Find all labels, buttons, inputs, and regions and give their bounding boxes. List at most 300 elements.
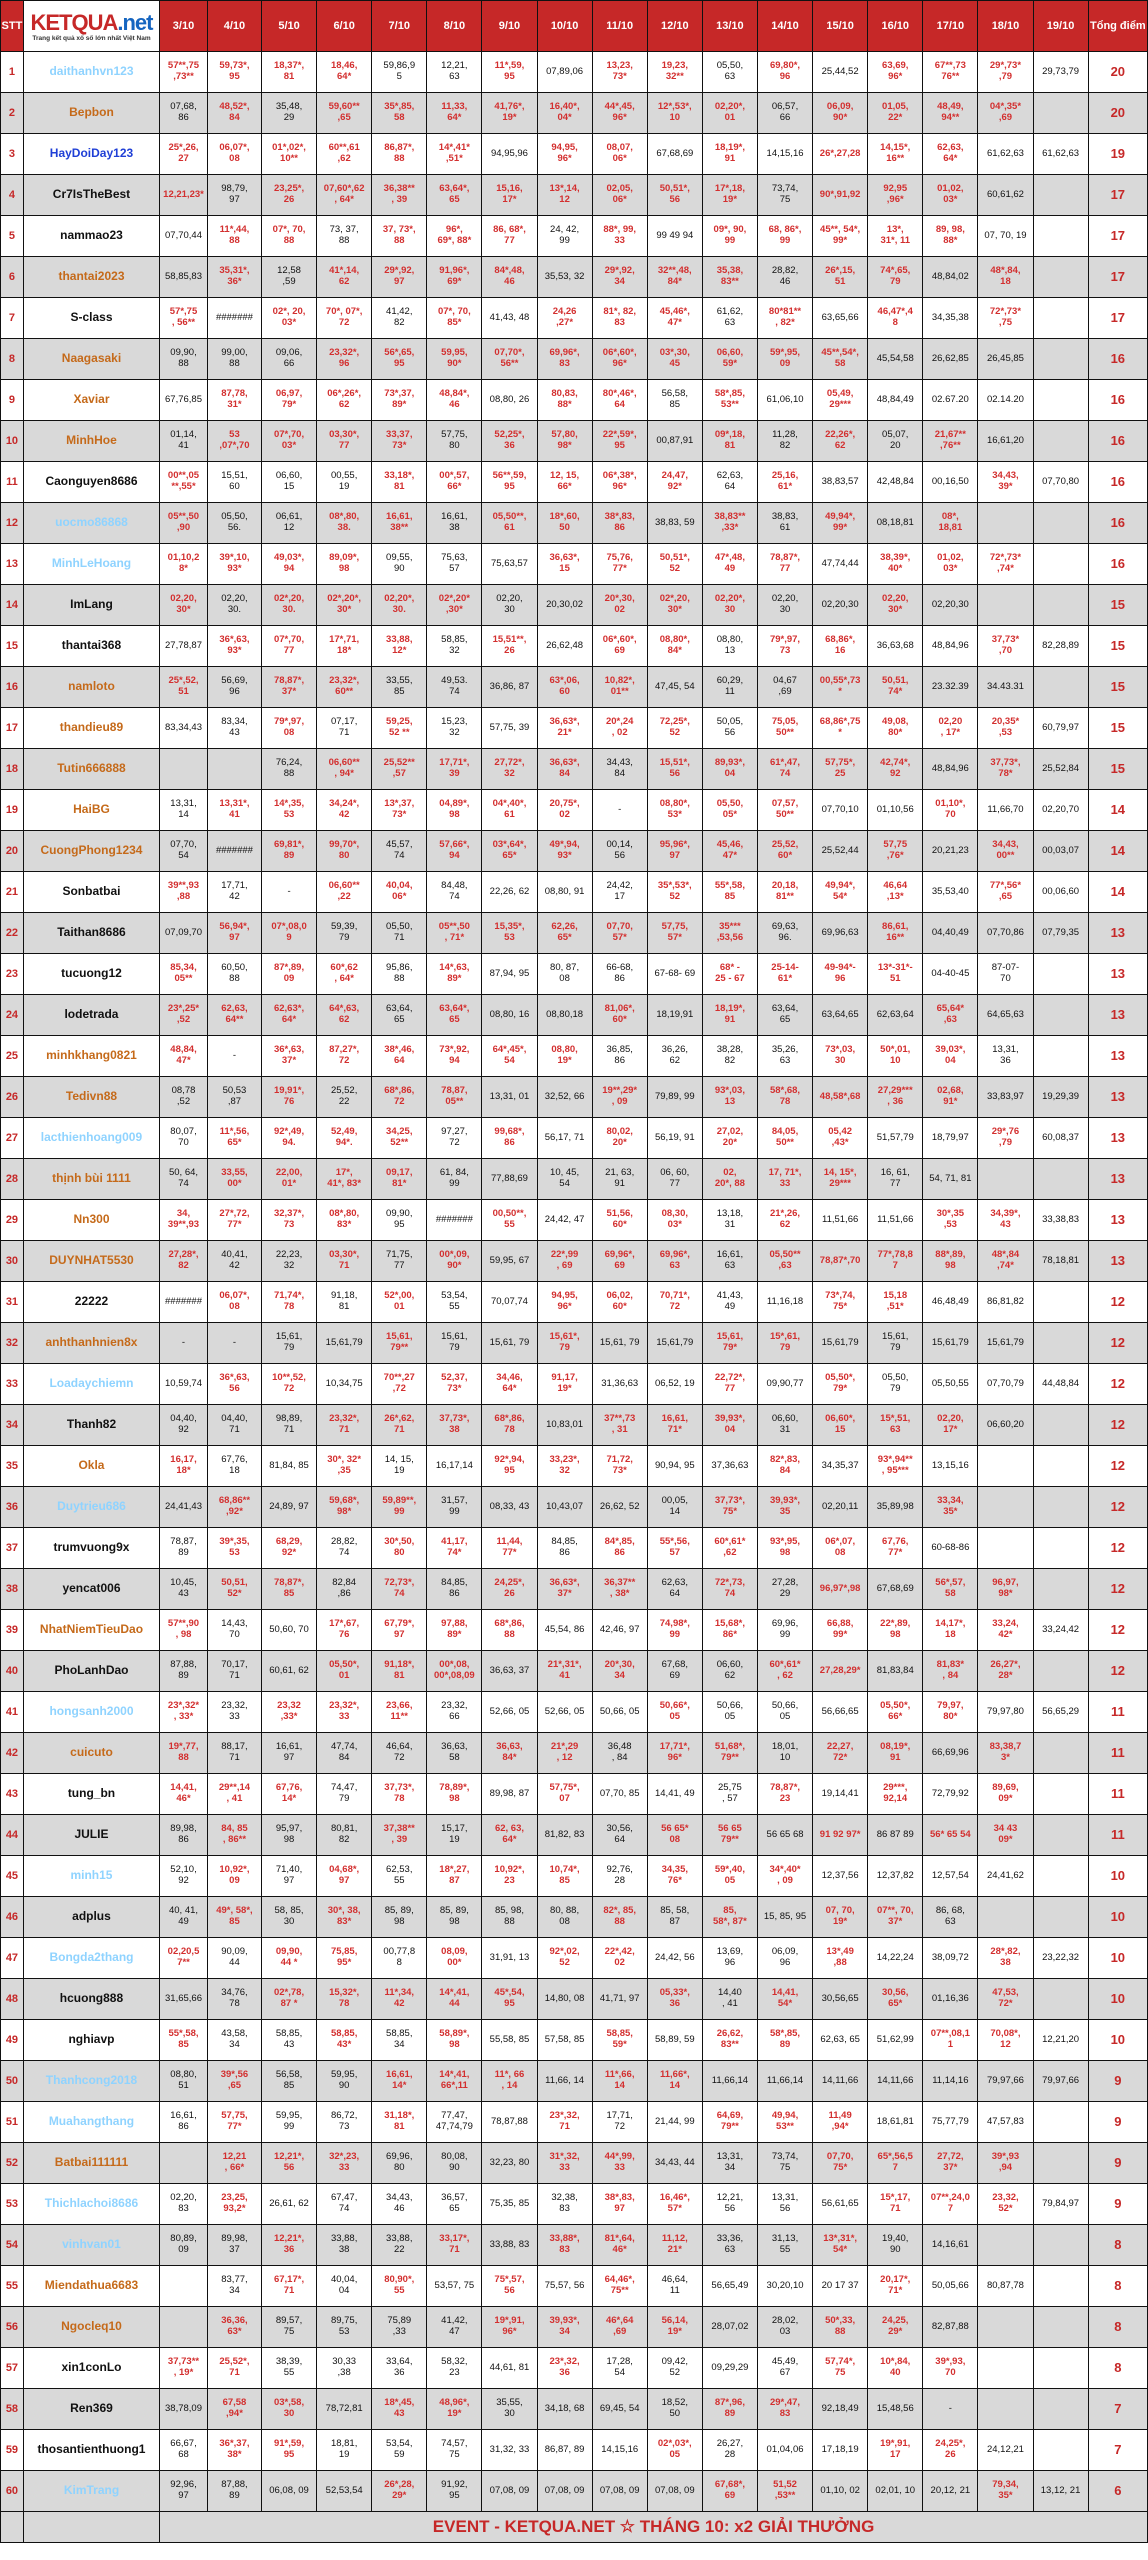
rank-number: 39 (1, 1610, 24, 1651)
prediction-value: 99,00, 88 (221, 347, 248, 369)
prediction-cell (160, 1938, 208, 1979)
player-name[interactable]: 22222 (23, 1282, 159, 1323)
prediction-value: 95,96*, 97 (659, 839, 690, 861)
prediction-cell (923, 2471, 978, 2512)
prediction-cell (702, 954, 757, 995)
prediction-value: 08,80, 19* (551, 1044, 578, 1066)
prediction-cell (757, 544, 812, 585)
prediction-cell (1033, 2389, 1088, 2430)
player-name[interactable]: Cr7IsTheBest (23, 175, 159, 216)
table-row (1, 2471, 1148, 2512)
prediction-value: 95,86, 88 (386, 962, 413, 984)
prediction-value: 10,92*, 23 (494, 1864, 525, 1886)
player-name[interactable]: tucuong12 (23, 954, 159, 995)
total-score: 13 (1088, 954, 1147, 995)
player-name[interactable]: tung_bn (23, 1774, 159, 1815)
player-name[interactable]: anhthanhnien8x (23, 1323, 159, 1364)
prediction-cell (482, 749, 537, 790)
prediction-cell (1033, 1487, 1088, 1528)
player-name[interactable]: lacthienhoang009 (23, 1118, 159, 1159)
prediction-value: 10,83,01 (546, 1419, 584, 1431)
player-name[interactable]: adplus (23, 1897, 159, 1938)
prediction-value: 50,05, 56 (716, 716, 744, 738)
player-name[interactable]: Thanh82 (23, 1405, 159, 1446)
prediction-value: 11*,66, 14 (604, 2069, 635, 2091)
prediction-cell (317, 626, 372, 667)
prediction-cell (757, 1569, 812, 1610)
prediction-value: 22,23, 32 (275, 1249, 303, 1271)
prediction-value: 02,20, 30* (882, 593, 909, 615)
prediction-cell (978, 462, 1033, 503)
prediction-cell (702, 2143, 757, 2184)
prediction-value: 30*,50, 80 (384, 1536, 415, 1558)
table-row (1, 954, 1148, 995)
prediction-value: 99,70*, 80 (329, 839, 360, 861)
table-row (1, 2061, 1148, 2102)
player-name[interactable]: thantai368 (23, 626, 159, 667)
prediction-value: 00*,57, 66* (439, 470, 470, 492)
prediction-value: 38,83, 59 (654, 517, 695, 529)
prediction-value: ####### (165, 1296, 202, 1308)
prediction-value: 82,84 ,86 (332, 1577, 357, 1599)
prediction-cell (317, 790, 372, 831)
prediction-cell (537, 257, 592, 298)
table-row (1, 1979, 1148, 2020)
prediction-value: 89,09*, 98 (329, 552, 360, 574)
prediction-cell (647, 1364, 702, 1405)
prediction-value: 22*,59*, 95 (602, 429, 637, 451)
player-name[interactable]: Taithan8686 (23, 913, 159, 954)
prediction-cell (317, 1528, 372, 1569)
prediction-cell (592, 1487, 647, 1528)
prediction-value: 50,60, 70 (269, 1624, 309, 1636)
prediction-cell (372, 216, 427, 257)
prediction-value: 26,27*, 28* (990, 1659, 1021, 1681)
prediction-cell (923, 2225, 978, 2266)
prediction-value: 71,74*, 78 (273, 1290, 305, 1312)
prediction-cell (868, 2143, 923, 2184)
player-name[interactable]: Nn300 (23, 1200, 159, 1241)
prediction-value: 15,35*, 53 (494, 921, 525, 943)
prediction-cell (427, 1036, 482, 1077)
player-name[interactable]: thosantienthuong1 (23, 2430, 159, 2471)
player-name[interactable]: S-class (23, 298, 159, 339)
prediction-cell (868, 1241, 923, 1282)
player-name[interactable]: xin1conLo (23, 2348, 159, 2389)
prediction-cell (813, 1856, 868, 1897)
prediction-cell (978, 1077, 1033, 1118)
player-name[interactable]: cuicuto (23, 1733, 159, 1774)
prediction-cell (1033, 626, 1088, 667)
player-name[interactable]: Miendathua6683 (23, 2266, 159, 2307)
prediction-cell (261, 257, 316, 298)
prediction-cell (978, 2348, 1033, 2389)
prediction-value: 01,05, 22* (882, 101, 909, 123)
prediction-value: 03*,58, 30 (273, 2397, 305, 2419)
prediction-cell (207, 1118, 261, 1159)
prediction-value: 25,52,44 (821, 845, 859, 857)
prediction-cell (537, 2471, 592, 2512)
prediction-cell (427, 503, 482, 544)
ranking-rows (1, 52, 1148, 2512)
prediction-cell (592, 790, 647, 831)
prediction-value: 18,19,91 (656, 1009, 694, 1021)
prediction-value: 37,73*, 78 (384, 1782, 415, 1804)
prediction-cell (702, 1487, 757, 1528)
player-name[interactable]: hcuong888 (23, 1979, 159, 2020)
rank-number: 29 (1, 1200, 24, 1241)
prediction-value: 29*,76 ,79 (991, 1126, 1020, 1148)
prediction-value: 69,96, 80 (386, 2151, 413, 2173)
player-name[interactable]: MinhHoe (23, 421, 159, 462)
prediction-value: 77*,56* ,65 (989, 880, 1022, 902)
prediction-value: 73*,92, 94 (439, 1044, 470, 1066)
prediction-value: 75,63, 57 (441, 552, 468, 574)
player-name[interactable]: vinhvan01 (23, 2225, 159, 2266)
prediction-value: 39*,56 ,65 (220, 2069, 249, 2091)
prediction-value: 29**,14 , 41 (218, 1782, 251, 1804)
prediction-cell (482, 1528, 537, 1569)
player-name[interactable]: thandieu89 (23, 708, 159, 749)
prediction-cell (647, 462, 702, 503)
prediction-value: 44,48,84 (1042, 1378, 1080, 1390)
prediction-cell (647, 175, 702, 216)
prediction-value: 24,25*, 26 (935, 2438, 966, 2460)
prediction-cell (813, 2307, 868, 2348)
prediction-value: 11,66*, 14 (660, 2069, 690, 2091)
prediction-value: 15,23, 32 (441, 716, 468, 738)
prediction-cell (757, 626, 812, 667)
player-name[interactable]: Ren369 (23, 2389, 159, 2430)
prediction-cell (923, 503, 978, 544)
prediction-value: 07*,08,0 9 (271, 921, 307, 943)
prediction-cell (482, 2020, 537, 2061)
total-score: 12 (1088, 1528, 1147, 1569)
prediction-cell (1033, 380, 1088, 421)
prediction-cell (427, 2020, 482, 2061)
prediction-value: 19*,91, 96* (494, 2315, 525, 2337)
prediction-cell (160, 298, 208, 339)
player-name[interactable]: trumvuong9x (23, 1528, 159, 1569)
prediction-value: 06,60** , 94* (328, 757, 360, 779)
player-name[interactable]: nghiavp (23, 2020, 159, 2061)
player-name[interactable]: Muahangthang (23, 2102, 159, 2143)
prediction-cell (160, 1118, 208, 1159)
prediction-value: 18,19*, 91 (714, 142, 745, 164)
date-header: 6/10 (317, 1, 372, 52)
prediction-value: 33,36, 63 (716, 2233, 744, 2255)
prediction-value: 19,14,41 (821, 1788, 859, 1800)
player-name[interactable]: thịnh bùi 1111 (23, 1159, 159, 1200)
player-name[interactable]: yencat006 (23, 1569, 159, 1610)
prediction-value: 67,17*, 71 (273, 2274, 305, 2296)
prediction-cell (647, 1938, 702, 1979)
prediction-cell (868, 2225, 923, 2266)
prediction-cell (647, 257, 702, 298)
prediction-value: 08,80, 51 (170, 2069, 197, 2091)
prediction-cell (160, 380, 208, 421)
player-name[interactable]: Batbai111111 (23, 2143, 159, 2184)
player-name[interactable]: CuongPhong1234 (23, 831, 159, 872)
prediction-cell (813, 2348, 868, 2389)
player-name[interactable]: Thichlachoi8686 (23, 2184, 159, 2225)
prediction-cell (978, 421, 1033, 462)
prediction-value: 02,20, 30 (496, 593, 523, 615)
prediction-cell (647, 790, 702, 831)
prediction-value: 52,66, 05 (489, 1706, 530, 1718)
prediction-cell (317, 913, 372, 954)
prediction-cell (757, 708, 812, 749)
rank-number: 28 (1, 1159, 24, 1200)
prediction-cell (923, 544, 978, 585)
player-name[interactable]: Loadaychiemn (23, 1364, 159, 1405)
player-name[interactable]: JULIE (23, 1815, 159, 1856)
prediction-value: 13,31, 34 (716, 2151, 744, 2173)
prediction-cell (702, 1323, 757, 1364)
prediction-value: 23*,32, 36 (549, 2356, 580, 2378)
prediction-value: 11,49 ,94* (828, 2110, 852, 2132)
prediction-cell (702, 995, 757, 1036)
prediction-value: 27,78,87 (165, 640, 202, 652)
prediction-cell (207, 2020, 261, 2061)
prediction-cell (868, 339, 923, 380)
prediction-value: 42,48,84 (876, 476, 914, 488)
player-name[interactable]: Bongda2thang (23, 1938, 159, 1979)
prediction-cell (592, 1733, 647, 1774)
prediction-cell (978, 1979, 1033, 2020)
prediction-cell (868, 790, 923, 831)
prediction-cell (261, 1692, 316, 1733)
prediction-cell (160, 2307, 208, 2348)
prediction-value: 61,62, 63 (716, 306, 744, 328)
prediction-value: 80,81, 82 (330, 1823, 358, 1845)
prediction-cell (537, 2389, 592, 2430)
prediction-value: 28,82, 46 (771, 265, 799, 287)
prediction-cell (978, 1446, 1033, 1487)
prediction-cell (923, 1487, 978, 1528)
prediction-cell (757, 913, 812, 954)
prediction-value: 63,64,65 (821, 1009, 859, 1021)
prediction-value: 02,20,70 (1042, 804, 1080, 816)
prediction-value: 61*,47, 74 (769, 757, 801, 779)
prediction-cell (592, 1815, 647, 1856)
prediction-value: 26,62,85 (931, 353, 969, 365)
prediction-cell (372, 1118, 427, 1159)
prediction-cell (427, 2225, 482, 2266)
prediction-cell (702, 2471, 757, 2512)
prediction-value: 70*, 07*, 72 (325, 306, 363, 328)
player-name[interactable]: Bepbon (23, 93, 159, 134)
prediction-value: 07,70,79 (986, 1378, 1024, 1390)
player-name[interactable]: Tedivn88 (23, 1077, 159, 1118)
player-name[interactable]: Tutin666888 (23, 749, 159, 790)
prediction-value: 45*,54, 95 (494, 1987, 525, 2009)
prediction-cell (1033, 1569, 1088, 1610)
prediction-value: 06,60, 31 (771, 1413, 799, 1435)
player-name[interactable]: Thanhcong2018 (23, 2061, 159, 2102)
player-name[interactable]: Xaviar (23, 380, 159, 421)
prediction-cell (317, 708, 372, 749)
player-name[interactable]: PhoLanhDao (23, 1651, 159, 1692)
prediction-cell (647, 2389, 702, 2430)
prediction-cell (1033, 2102, 1088, 2143)
prediction-value: 17*,18, 19* (714, 183, 745, 205)
player-name[interactable]: HaiBG (23, 790, 159, 831)
prediction-value: 20,12, 21 (930, 2485, 971, 2497)
player-name[interactable]: HayDoiDay123 (23, 134, 159, 175)
prediction-cell (372, 1487, 427, 1528)
prediction-value: 16,61, 97 (275, 1741, 303, 1763)
prediction-cell (261, 216, 316, 257)
prediction-cell (813, 1446, 868, 1487)
prediction-cell (427, 1200, 482, 1241)
prediction-cell (261, 2266, 316, 2307)
player-name[interactable]: MinhLeHoang (23, 544, 159, 585)
player-name[interactable]: minh15 (23, 1856, 159, 1897)
prediction-cell (160, 134, 208, 175)
prediction-value: 79*,97, 08 (273, 716, 305, 738)
prediction-cell (537, 1282, 592, 1323)
prediction-value: 58, 85, 30 (274, 1905, 304, 1927)
prediction-cell (317, 1651, 372, 1692)
player-name[interactable]: Naagasaki (23, 339, 159, 380)
player-name[interactable]: uocmo86868 (23, 503, 159, 544)
prediction-value: 50, 64, 74 (168, 1167, 199, 1189)
player-name[interactable]: KimTrang (23, 2471, 159, 2512)
rank-number: 31 (1, 1282, 24, 1323)
prediction-cell (813, 93, 868, 134)
prediction-value: 86,87, 89 (544, 2444, 585, 2456)
date-header: 18/10 (978, 1, 1033, 52)
rank-number: 18 (1, 749, 24, 790)
prediction-cell (592, 2061, 647, 2102)
prediction-value: 22*,99 , 69 (550, 1249, 579, 1271)
prediction-value: 36,48 , 84 (607, 1741, 632, 1763)
prediction-cell (261, 1979, 316, 2020)
prediction-value: 38,39*, 40* (880, 552, 911, 574)
player-name[interactable]: NhatNiemTieuDao (23, 1610, 159, 1651)
prediction-cell (592, 421, 647, 462)
prediction-cell (813, 2102, 868, 2143)
prediction-cell (923, 1774, 978, 1815)
rank-number: 7 (1, 298, 24, 339)
prediction-value: 10,34,75 (325, 1378, 363, 1390)
prediction-value: 15,51, 60 (221, 470, 248, 492)
player-name[interactable]: Ngocleq10 (23, 2307, 159, 2348)
prediction-cell (813, 216, 868, 257)
prediction-cell (702, 1979, 757, 2020)
prediction-value: 87,27*, 72 (329, 1044, 360, 1066)
prediction-value: 14,43, 70 (221, 1618, 248, 1640)
prediction-cell (978, 134, 1033, 175)
player-name[interactable]: nammao23 (23, 216, 159, 257)
prediction-cell (207, 1036, 261, 1077)
player-name[interactable]: Duytrieu686 (23, 1487, 159, 1528)
rank-number: 3 (1, 134, 24, 175)
prediction-value: 14,80, 08 (544, 1993, 585, 2005)
prediction-cell (702, 2389, 757, 2430)
prediction-value: 69,96*, 83 (549, 347, 580, 369)
prediction-cell (647, 1856, 702, 1897)
prediction-cell (813, 749, 868, 790)
prediction-value: 31,65,66 (165, 1993, 202, 2005)
date-header: 7/10 (372, 1, 427, 52)
prediction-cell (317, 1979, 372, 2020)
prediction-cell (207, 585, 261, 626)
player-name[interactable]: daithanhvn123 (23, 52, 159, 93)
prediction-cell (482, 1077, 537, 1118)
prediction-cell (1033, 790, 1088, 831)
prediction-value: 30,56, 65* (882, 1987, 909, 2009)
player-name[interactable]: ImLang (23, 585, 159, 626)
prediction-value: 33,83,97 (986, 1091, 1024, 1103)
prediction-value: 15, 85, 95 (763, 1911, 807, 1923)
prediction-value: 68,86*, 16 (825, 634, 856, 656)
prediction-cell (261, 1815, 316, 1856)
prediction-value: 44*,99, 33 (604, 2151, 635, 2173)
player-name[interactable]: minhkhang0821 (23, 1036, 159, 1077)
prediction-cell (372, 1774, 427, 1815)
prediction-cell (813, 1733, 868, 1774)
prediction-value: 08,19*, 91 (880, 1741, 911, 1763)
prediction-value: 85, 89, 98 (384, 1905, 414, 1927)
prediction-value: 80,02, 20* (606, 1126, 633, 1148)
prediction-cell (261, 93, 316, 134)
prediction-value: 34,43, 39* (992, 470, 1019, 492)
prediction-value: 07**,24,0 7 (930, 2192, 970, 2214)
rank-number: 22 (1, 913, 24, 954)
prediction-value: 67,76,85 (165, 394, 202, 406)
prediction-cell (537, 2430, 592, 2471)
prediction-cell (537, 1897, 592, 1938)
prediction-cell (1033, 1610, 1088, 1651)
prediction-cell (978, 1897, 1033, 1938)
prediction-cell (372, 2020, 427, 2061)
player-name[interactable]: namloto (23, 667, 159, 708)
prediction-cell (702, 2348, 757, 2389)
player-name[interactable]: hongsanh2000 (23, 1692, 159, 1733)
prediction-cell (482, 1036, 537, 1077)
player-name[interactable]: Okla (23, 1446, 159, 1487)
date-header: 17/10 (923, 1, 978, 52)
prediction-cell (868, 1856, 923, 1897)
prediction-cell (482, 954, 537, 995)
prediction-value: 15,32*, 78 (329, 1987, 360, 2009)
prediction-value: 36*,63, 93* (219, 634, 250, 656)
prediction-cell (372, 1241, 427, 1282)
prediction-value: 15,61, 79 (275, 1331, 303, 1353)
player-name[interactable]: Caonguyen8686 (23, 462, 159, 503)
prediction-value: 14*,63, 89* (439, 962, 470, 984)
player-name[interactable]: DUYNHAT5530 (23, 1241, 159, 1282)
player-name[interactable]: lodetrada (23, 995, 159, 1036)
prediction-cell (207, 1569, 261, 1610)
player-name[interactable]: thantai2023 (23, 257, 159, 298)
prediction-value: 12,21, 56 (716, 2192, 744, 2214)
prediction-value: 25,52*, 71 (219, 2356, 250, 2378)
prediction-value: 67,76, 18 (221, 1454, 248, 1476)
prediction-cell (261, 134, 316, 175)
prediction-value: 50,66, 05 (599, 1706, 640, 1718)
prediction-value: 34,18, 68 (544, 2403, 585, 2415)
prediction-value: 41*,14, 62 (329, 265, 360, 287)
prediction-value: 08*,80, 38. (329, 511, 360, 533)
prediction-cell (978, 2020, 1033, 2061)
prediction-value: 05,50*, 66* (880, 1700, 911, 1722)
prediction-value: 39,03*, 04 (935, 1044, 966, 1066)
site-logo[interactable] (23, 1, 159, 52)
player-name[interactable]: Sonbatbai (23, 872, 159, 913)
